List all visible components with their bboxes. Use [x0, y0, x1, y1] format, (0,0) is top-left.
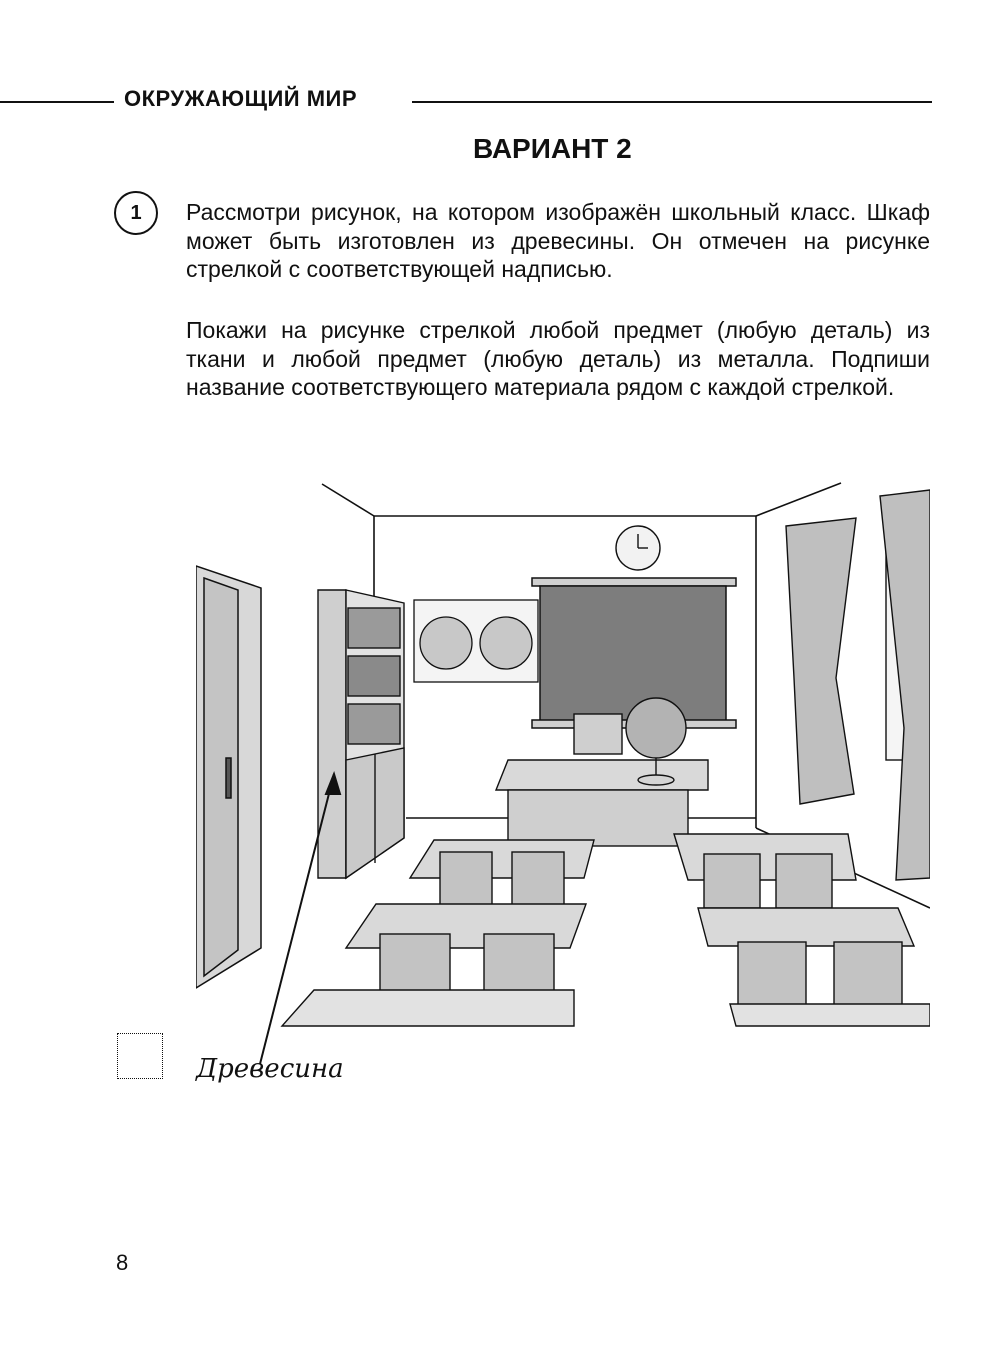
answer-checkbox[interactable] — [117, 1033, 163, 1079]
page-number: 8 — [116, 1250, 129, 1275]
header-rule-left — [0, 101, 114, 103]
variant-title: ВАРИАНТ 2 — [473, 133, 632, 164]
subject-title: ОКРУЖАЮЩИЙ МИР — [124, 86, 358, 111]
wood-caption: Древесина — [196, 1054, 344, 1084]
world-map — [414, 600, 538, 682]
bookcase — [318, 590, 404, 878]
task-number-badge: 1 — [114, 191, 158, 235]
door — [196, 566, 261, 988]
blackboard — [532, 578, 736, 728]
classroom-illustration[interactable] — [196, 478, 930, 1088]
task-paragraph-2: Покажи на рисунке стрелкой любой предмет (любую деталь) из ткани и любой предмет (любую деталь) из металла. Подпиши название соответствующего материала рядом с каждой стрелкой. — [186, 317, 930, 400]
wall-clock — [616, 526, 660, 570]
window-curtains — [786, 490, 930, 880]
student-desks — [282, 834, 930, 1026]
task-paragraph-1: Рассмотри рисунок, на котором изображён школьный класс. Шкаф может быть изготовлен из древесины. Он отмечен на рисунке стрелкой с соответствующей надписью. — [186, 199, 930, 282]
header-rule-right — [412, 101, 932, 103]
